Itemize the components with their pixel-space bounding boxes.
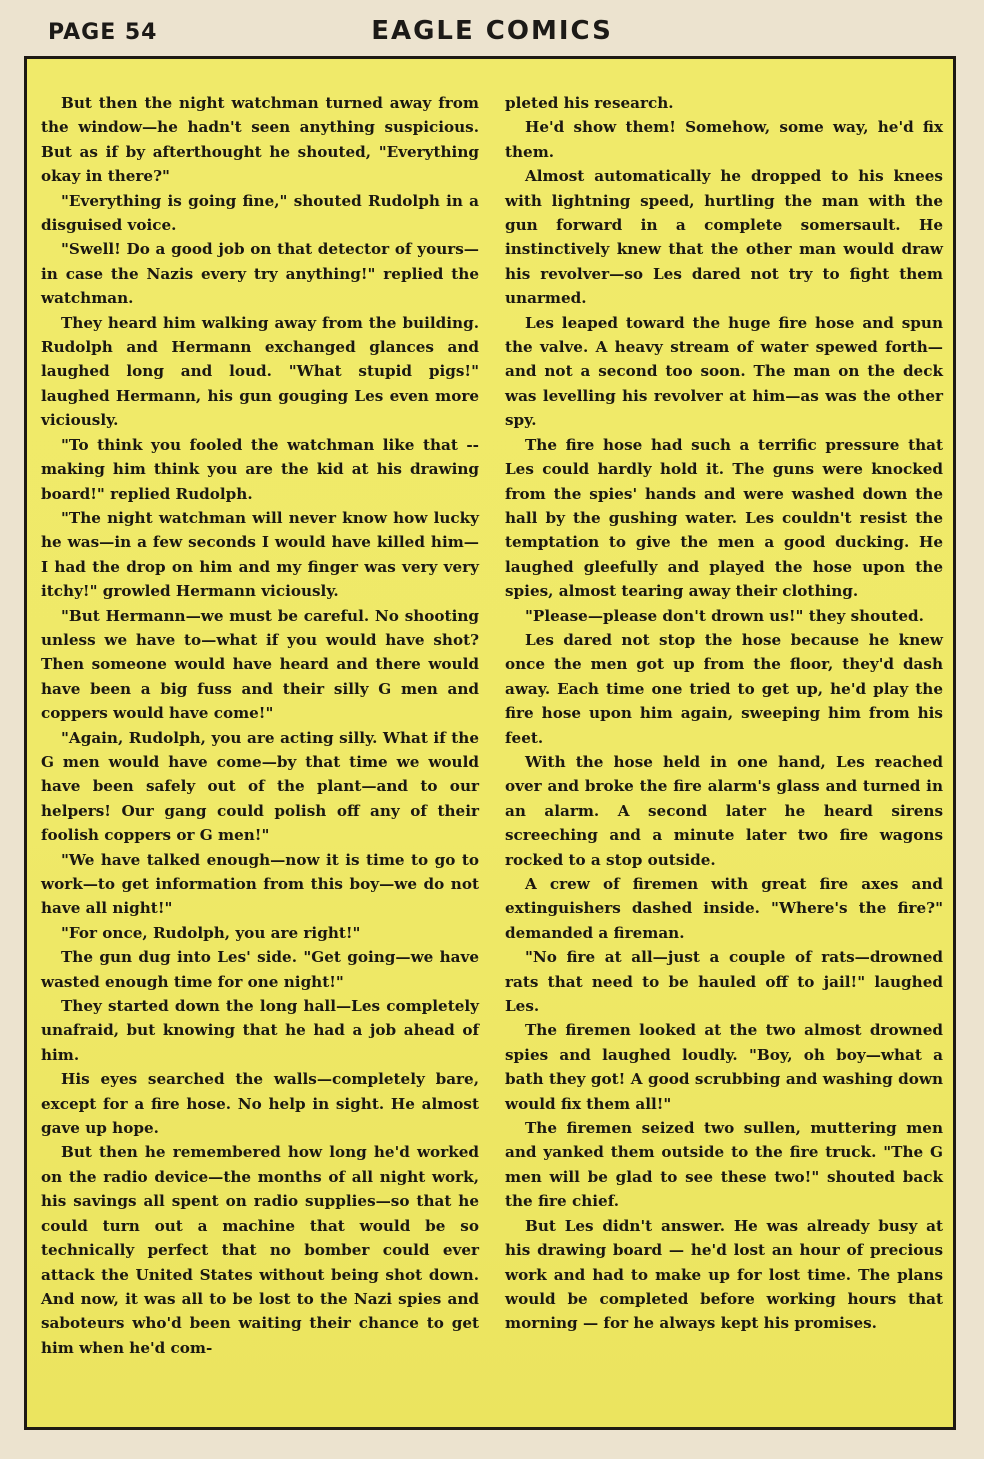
story-paragraph: But then he remembered how long he'd worked on the radio device—the months of all night work, his savings all spent on radio supplies—so that he could turn out a machine that would be so technically perfect that no bomber could ever attack the United States without being shot down. And now, it was all to be lost to the Nazi spies and saboteurs who'd been waiting their chance to get him when he'd com- <box>41 1143 479 1357</box>
story-column-right <box>505 91 943 1336</box>
story-paragraph: "We have talked enough—now it is time to go to work—to get information from this boy—we do not have all night!" <box>41 850 479 918</box>
story-paragraph: With the hose held in one hand, Les reached over and broke the fire alarm's glass and turned in an alarm. A second later he heard sirens screeching and a minute later two fire wagons rocked to a stop outside. <box>505 752 943 869</box>
story-paragraph: The firemen seized two sullen, muttering men and yanked them outside to the fire truck. "The G men will be glad to see these two!" shouted back the fire chief. <box>505 1119 943 1211</box>
story-paragraph: The fire hose had such a terrific pressure that Les could hardly hold it. The guns were knocked from the spies' hands and were washed down the hall by the gushing water. Les couldn't resist the temptation to give the men a good ducking. He laughed gleefully and played the hose upon the spies, almost tearing away their clothing. <box>505 435 943 601</box>
story-paragraph: A crew of firemen with great fire axes and extinguishers dashed inside. "Where's the fire?" demanded a fireman. <box>505 875 943 942</box>
story-paragraph: The gun dug into Les' side. "Get going—we have wasted enough time for one night!" <box>41 948 479 991</box>
story-paragraph: Almost automatically he dropped to his knees with lightning speed, hurtling the man with the gun forward in a complete somersault. He instinctively knew that the other man would draw his revolver—so Les dared not try to fight them unarmed. <box>505 167 943 308</box>
story-column-left <box>41 91 479 1360</box>
story-panel <box>24 56 956 1430</box>
story-paragraph: The firemen looked at the two almost drowned spies and laughed loudly. "Boy, oh boy—what a bath they got! A good scrubbing and washing down would fix them all!" <box>505 1021 943 1113</box>
magazine-title: EAGLE COMICS <box>371 16 613 46</box>
story-paragraph: pleted his research. <box>505 94 674 112</box>
story-paragraph: But Les didn't answer. He was already busy at his drawing board — he'd lost an hour of precious work and had to make up for lost time. The plans would be completed before working hours that morning — for he always kept his promises. <box>505 1216 943 1333</box>
story-paragraph: "Again, Rudolph, you are acting silly. What if the G men would have come—by that time we would have been safely out of the plant—and to our helpers! Our gang could polish off any of their foolish coppers or G men!" <box>41 728 479 845</box>
story-paragraph: They started down the long hall—Les completely unafraid, but knowing that he had a job ahead of him. <box>41 997 479 1064</box>
story-paragraph: Les dared not stop the hose because he knew once the men got up from the floor, they'd dash away. Each time one tried to get up, he'd play the fire hose upon him again, sweeping him from his feet. <box>505 630 943 747</box>
story-paragraph: "For once, Rudolph, you are right!" <box>61 923 361 942</box>
story-paragraph: "To think you fooled the watchman like that --making him think you are the kid at his drawing board!" replied Rudolph. <box>41 435 479 503</box>
story-paragraph: "Please—please don't drown us!" they shouted. <box>525 606 924 625</box>
story-paragraph: They heard him walking away from the building. Rudolph and Hermann exchanged glances and laughed long and loud. "What stupid pigs!" laughed Hermann, his gun gouging Les even more viciously. <box>41 313 479 430</box>
page-header <box>0 14 984 54</box>
story-paragraph: "Swell! Do a good job on that detector of yours—in case the Nazis every try anything!" replied the watchman. <box>41 240 479 308</box>
story-paragraph: "But Hermann—we must be careful. No shooting unless we have to—what if you would have shot? Then someone would have heard and there would have been a big fuss and their silly G men and coppers would have come!" <box>41 606 479 723</box>
story-paragraph: But then the night watchman turned away from the window—he hadn't seen anything suspicious. But as if by afterthought he shouted, "Everything okay in there?" <box>41 94 479 186</box>
story-paragraph: Les leaped toward the huge fire hose and spun the valve. A heavy stream of water spewed forth—and not a second too soon. The man on the deck was levelling his revolver at him—as was the other spy. <box>505 313 943 430</box>
story-paragraph: He'd show them! Somehow, some way, he'd fix them. <box>505 118 943 161</box>
story-paragraph: "No fire at all—just a couple of rats—drowned rats that need to be hauled off to jail!" laughed Les. <box>505 948 943 1016</box>
page-number: PAGE 54 <box>48 20 158 45</box>
story-paragraph: "Everything is going fine," shouted Rudolph in a disguised voice. <box>41 191 479 235</box>
story-paragraph: His eyes searched the walls—completely bare, except for a fire hose. No help in sight. He almost gave up hope. <box>41 1070 479 1138</box>
story-paragraph: "The night watchman will never know how lucky he was—in a few seconds I would have killed him—I had the drop on him and my finger was very very itchy!" growled Hermann viciously. <box>41 508 479 601</box>
